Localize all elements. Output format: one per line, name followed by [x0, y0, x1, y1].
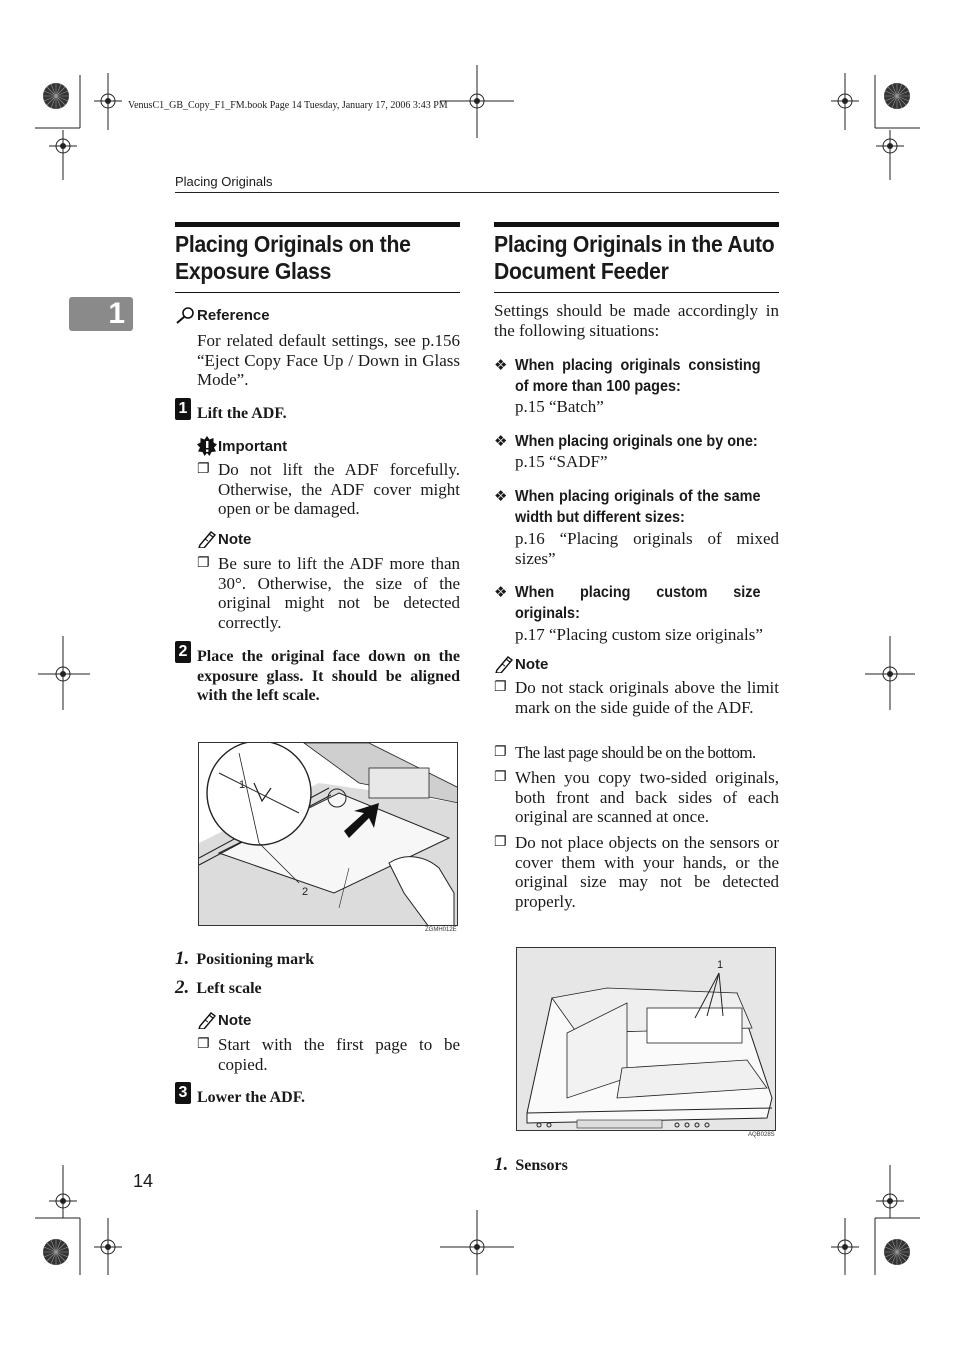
sensors-callout-number: 1. [494, 1154, 509, 1175]
registration-mark-icon [35, 73, 122, 180]
adf-note-label-row [494, 655, 548, 673]
reference-icon [175, 306, 196, 324]
callout-1-text: Positioning mark [196, 951, 315, 968]
reference-label-row [175, 306, 270, 324]
adf-sensors-illustration [517, 948, 776, 1131]
adf-note-text: Do not stack originals above the limit mark on the side guide of the ADF. [515, 678, 779, 717]
right-section-rule [494, 292, 779, 293]
important-label-row [197, 436, 287, 456]
adf-note-item [494, 743, 779, 763]
left-section-rule [175, 292, 460, 293]
adf-note-item [494, 768, 779, 827]
note-2-item [197, 1035, 460, 1074]
note-1-item [197, 554, 460, 632]
adf-note-text: Do not place objects on the sensors or cover them with your hands, or the original size may not be detected properly. [515, 833, 779, 911]
checkbox-bullet: ❐ [494, 834, 507, 850]
step-3-text: Lower the ADF. [197, 1089, 305, 1106]
exposure-glass-figure [198, 742, 458, 926]
case-item [494, 486, 779, 568]
sensors-callout-item [494, 1154, 568, 1176]
note-pencil-icon [197, 1011, 217, 1029]
diamond-bullet: ❖ [494, 356, 508, 374]
important-item [197, 460, 460, 519]
page-number: 14 [133, 1171, 154, 1191]
step-1-text: Lift the ADF. [197, 405, 287, 422]
left-section-bar [175, 222, 460, 227]
reference-text: For related default settings, see p.156 “Eject Copy Face Up / Down in Glass Mode”. [197, 331, 460, 390]
case-item [494, 355, 779, 417]
case-heading: When placing custom size originals: [515, 584, 761, 622]
reference-label: Reference [197, 306, 270, 324]
step-3-number: 3 [175, 1082, 191, 1104]
header-rule [175, 192, 779, 193]
registration-mark-icon [831, 73, 920, 180]
adf-note-item [494, 678, 779, 717]
adf-note-label: Note [515, 655, 549, 673]
note-1-label-row [197, 530, 251, 548]
callout-2-text: Left scale [196, 980, 262, 997]
step-2-number: 2 [175, 641, 191, 663]
diamond-bullet: ❖ [494, 583, 508, 601]
case-heading: When placing originals of the same width but different sizes: [515, 488, 761, 526]
case-reference: p.15 “SADF” [515, 452, 608, 471]
sensors-callout-text: Sensors [515, 1157, 568, 1174]
exposure-glass-illustration [199, 743, 458, 926]
registration-mark-icon [35, 1165, 122, 1275]
adf-note-text: When you copy two-sided originals, both front and back sides of each original are scanned at once. [515, 768, 779, 827]
case-heading: When placing originals consisting of more than 100 pages: [515, 357, 761, 395]
right-section-title: Placing Originals in the Auto Document Feeder [494, 231, 775, 284]
figure-2-code: AQB028S [748, 1132, 775, 1138]
checkbox-bullet: ❐ [197, 1036, 210, 1052]
figure-callout-1: 1 [239, 779, 246, 791]
figure-callout-1: 1 [717, 959, 724, 971]
adf-sensors-figure [516, 947, 776, 1131]
important-text: Do not lift the ADF forcefully. Otherwise, the ADF cover might open or be damaged. [218, 460, 460, 519]
checkbox-bullet: ❐ [494, 679, 507, 695]
registration-mark-icon [831, 1165, 920, 1275]
callout-2-item [175, 977, 262, 999]
callout-1-number: 1. [175, 948, 190, 969]
important-icon [197, 436, 217, 456]
note-2-text: Start with the first page to be copied. [218, 1035, 460, 1074]
adf-note-text: The last page should be on the bottom. [515, 743, 756, 762]
checkbox-bullet: ❐ [197, 555, 210, 571]
note-1-label: Note [218, 530, 252, 548]
left-section-title: Placing Originals on the Exposure Glass [175, 231, 411, 284]
note-1-text: Be sure to lift the ADF more than 30°. Otherwise, the size of the original might not be detected correctly. [218, 554, 460, 632]
note-2-label-row [197, 1011, 251, 1029]
case-reference: p.17 “Placing custom size originals” [515, 625, 763, 644]
note-2-label: Note [218, 1011, 252, 1029]
adf-intro: Settings should be made accordingly in the following situations: [494, 301, 779, 340]
chapter-tab: 1 [69, 297, 133, 331]
running-head: Placing Originals [175, 174, 273, 189]
file-info: VenusC1_GB_Copy_F1_FM.book Page 14 Tuesday, January 17, 2006 3:43 PM [128, 100, 448, 111]
case-heading: When placing originals one by one: [515, 433, 758, 450]
case-item [494, 431, 779, 472]
callout-2-number: 2. [175, 977, 190, 998]
note-pencil-icon [197, 530, 217, 548]
diamond-bullet: ❖ [494, 487, 508, 505]
diamond-bullet: ❖ [494, 432, 508, 450]
figure-callout-2: 2 [302, 886, 309, 898]
case-reference: p.15 “Batch” [515, 397, 604, 416]
step-1-number: 1 [175, 398, 191, 420]
checkbox-bullet: ❐ [197, 461, 210, 477]
important-label: Important [218, 437, 288, 455]
figure-1-code: ZGMH012E [425, 927, 457, 933]
checkbox-bullet: ❐ [494, 769, 507, 785]
case-item [494, 582, 779, 645]
adf-note-item [494, 833, 779, 911]
checkbox-bullet: ❐ [494, 744, 507, 760]
note-pencil-icon [494, 655, 514, 673]
right-section-bar [494, 222, 779, 227]
case-reference: p.16 “Placing originals of mixed sizes” [515, 529, 779, 568]
step-2-text: Place the original face down on the exposure glass. It should be aligned with the left scale. [197, 648, 460, 704]
callout-1-item [175, 948, 314, 970]
